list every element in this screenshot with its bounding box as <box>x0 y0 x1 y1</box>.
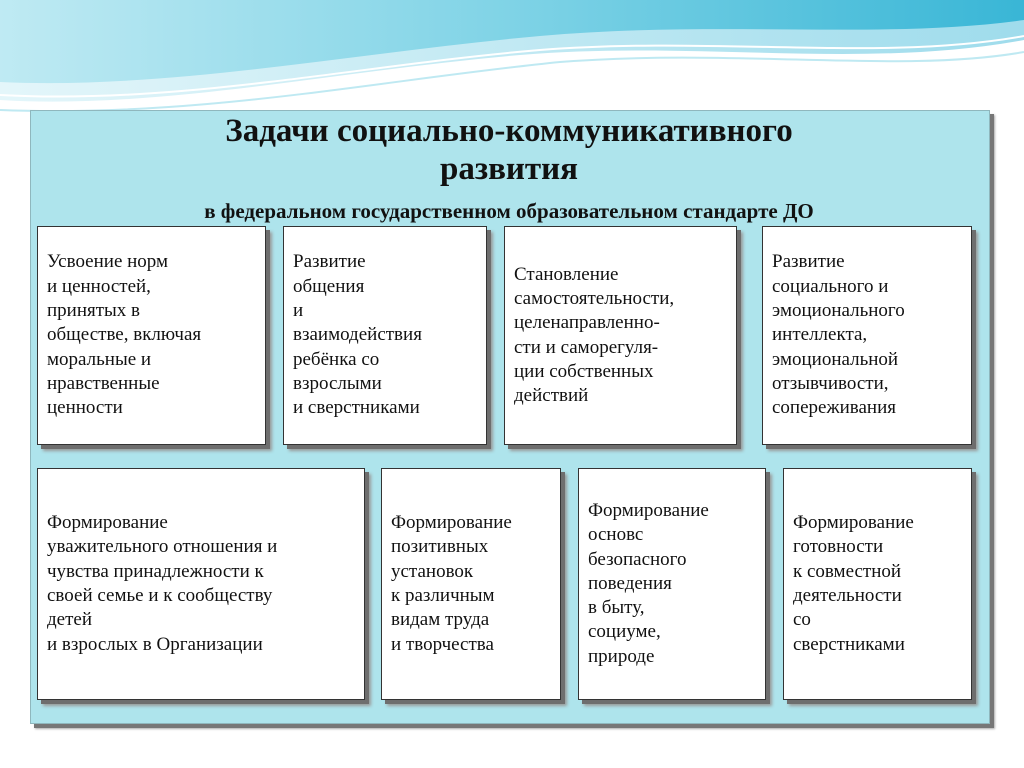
task-box-safe-behavior <box>578 468 766 700</box>
task-box-communication <box>283 226 487 445</box>
task-text: Развитие общения и взаимодействия ребёнка со взрослыми и сверстниками <box>293 251 422 419</box>
task-box-norms-values <box>37 226 266 445</box>
task-box-joint-activity <box>783 468 972 700</box>
task-box-labor-attitudes <box>381 468 561 700</box>
task-text: Формирование позитивных установок к различным видам труда и творчества <box>391 512 512 655</box>
task-text: Развитие социального и эмоционального интеллекта, эмоциональной отзывчивости, сопереживания <box>772 251 905 419</box>
task-box-independence <box>504 226 737 445</box>
task-text: Формирование уважительного отношения и чувства принадлежности к своей семье и к сообществу детей и взрослых в Организации <box>47 512 278 655</box>
task-text: Формирование основс безопасного поведения в быту, социуме, природе <box>588 499 709 667</box>
task-text: Усвоение норм и ценностей, принятых в обществе, включая моральные и нравственные ценности <box>47 251 202 419</box>
task-box-respect-family <box>37 468 365 700</box>
task-text: Формирование готовности к совместной деятельности со сверстниками <box>793 512 914 655</box>
task-box-emotional-intelligence <box>762 226 972 445</box>
page-title: Задачи социально-коммуникативного развития <box>225 113 793 187</box>
page-subtitle: в федеральном государственном образовательном стандарте ДО <box>204 199 814 223</box>
task-text: Становление самостоятельности, целенаправленно- сти и саморегуля- ции собственных действий <box>514 263 675 407</box>
